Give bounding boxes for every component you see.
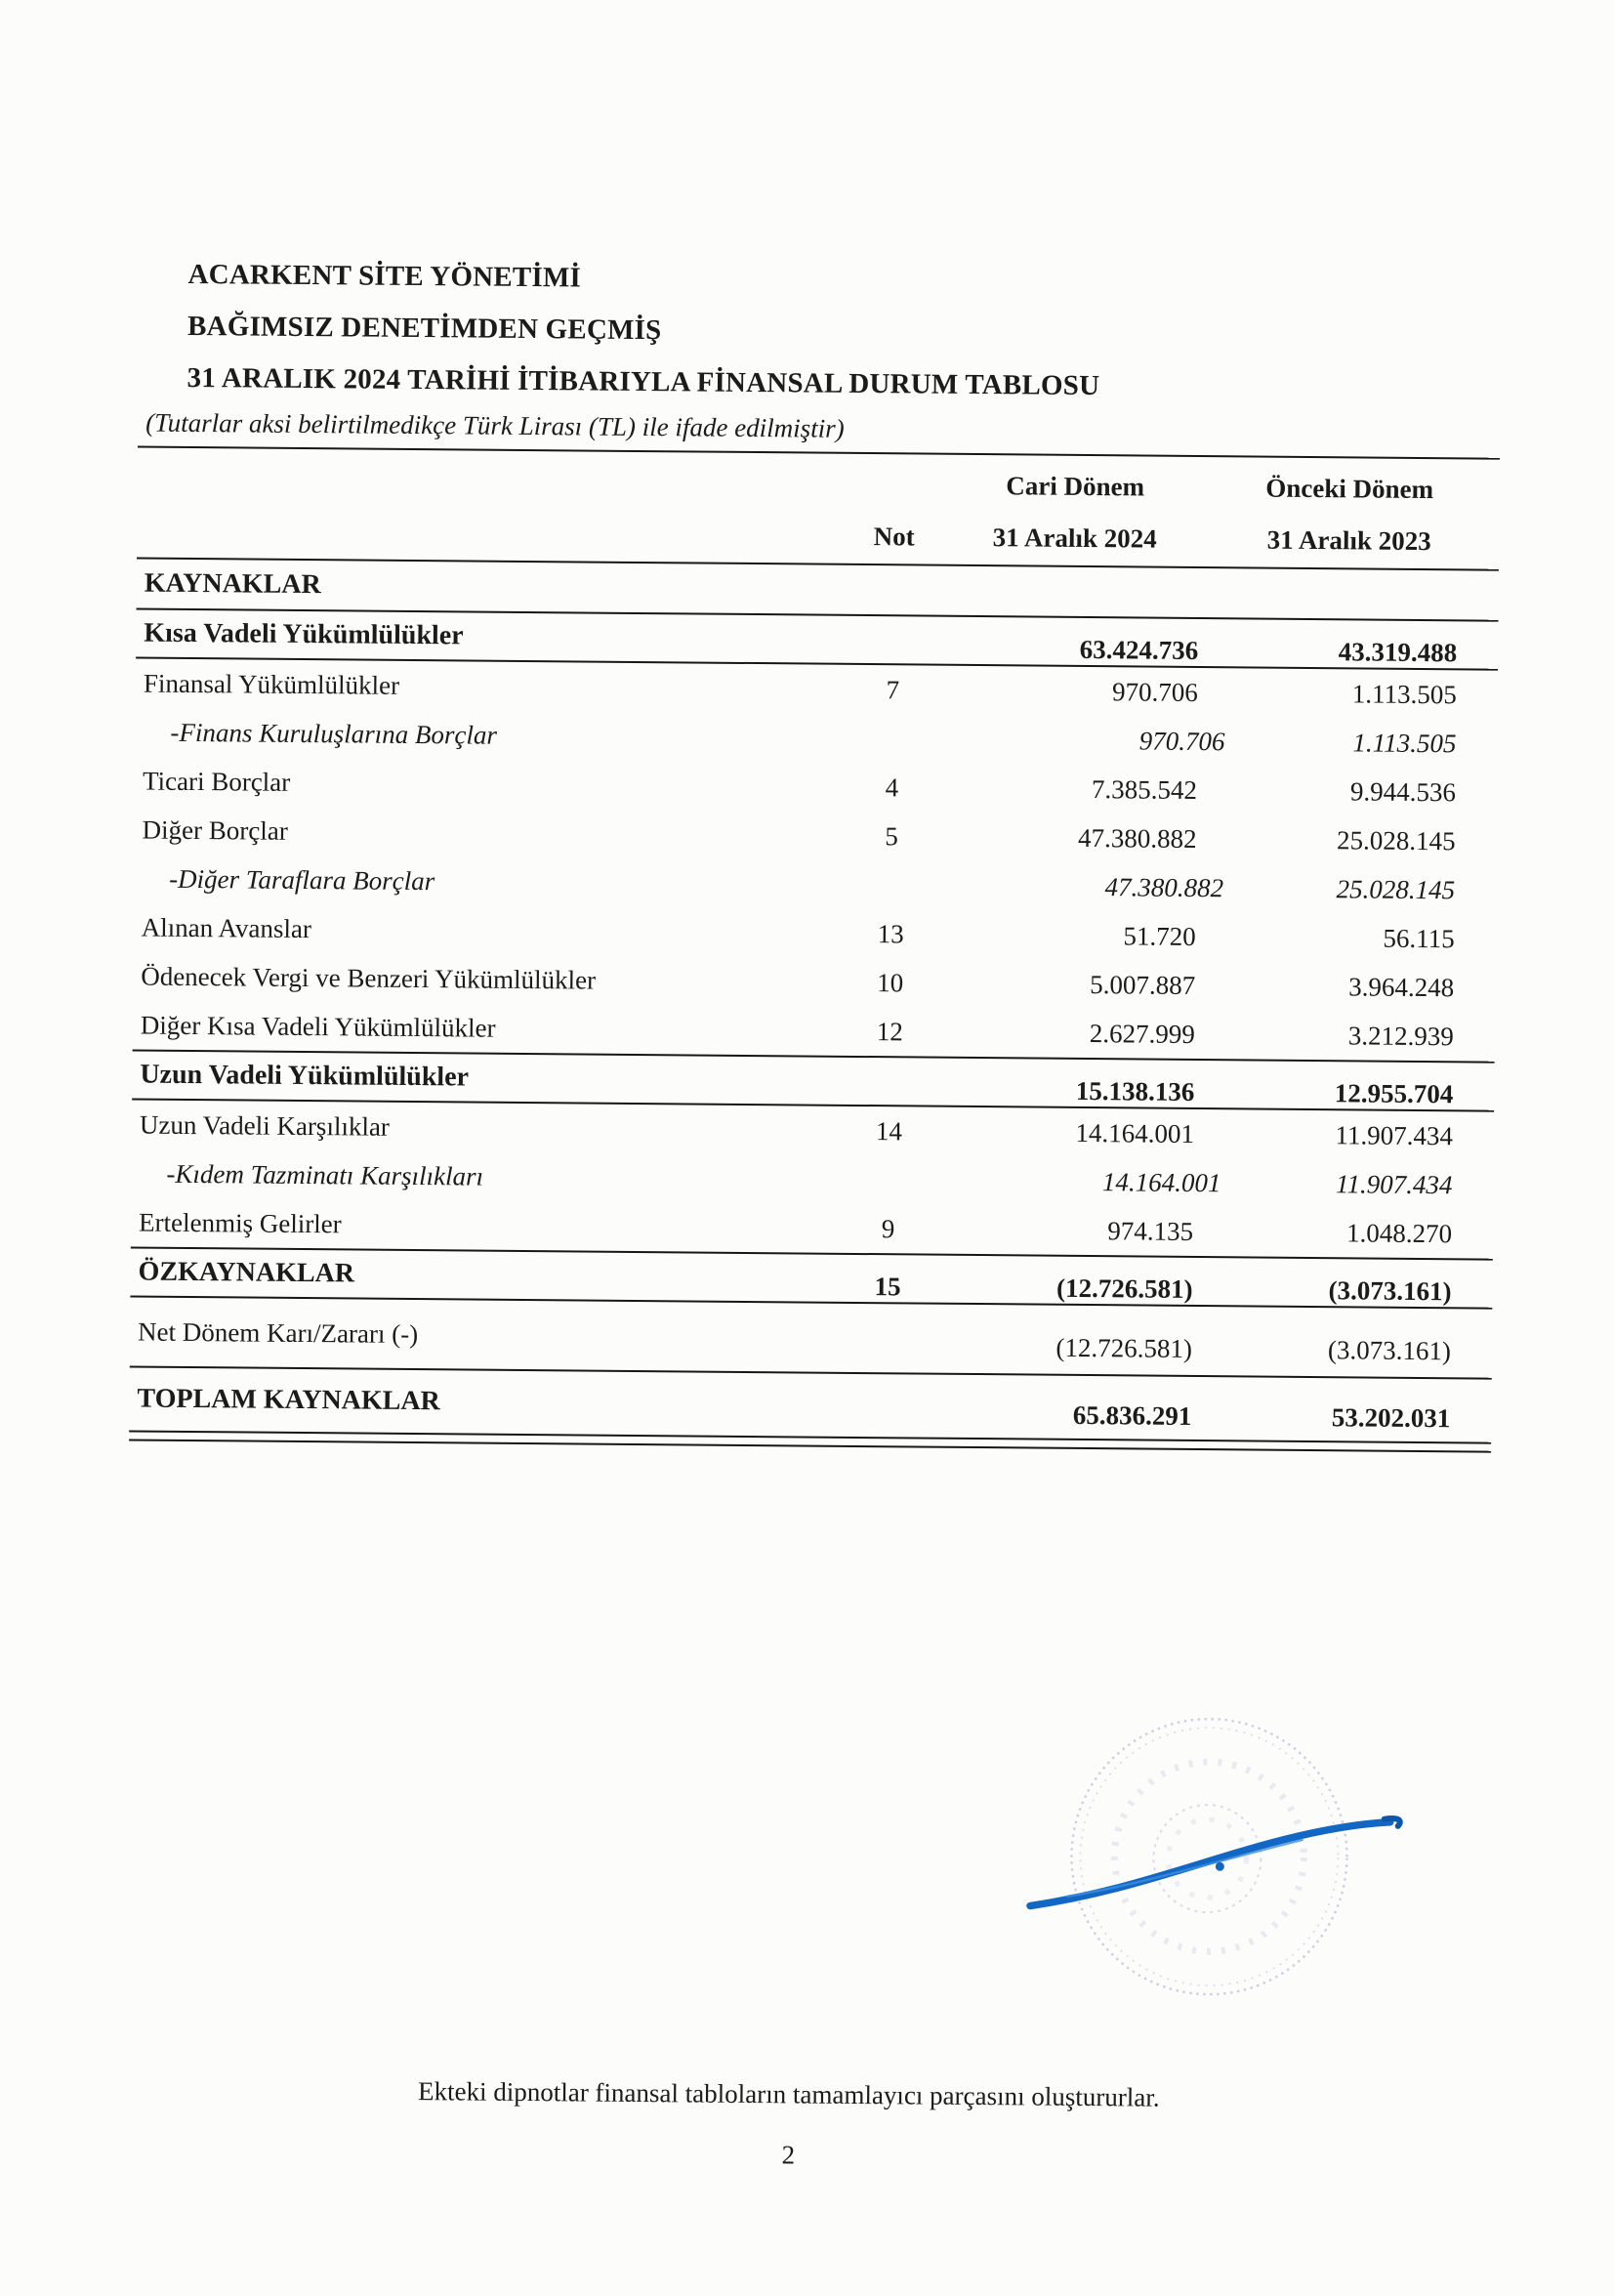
row-label: TOPLAM KAYNAKLAR bbox=[137, 1383, 440, 1417]
section-title: KAYNAKLAR bbox=[144, 567, 321, 601]
row-label: Alınan Avanslar bbox=[141, 912, 312, 943]
col-header-date-2023: 31 Aralık 2023 bbox=[1266, 524, 1431, 556]
row-value-2024: 14.164.001 bbox=[1101, 1166, 1221, 1197]
row-note-ref: 4 bbox=[885, 772, 899, 802]
row-value-2024: 14.164.001 bbox=[1075, 1117, 1195, 1148]
row-value-2024: 7.385.542 bbox=[1091, 773, 1198, 805]
audit-seal bbox=[1008, 1689, 1460, 2029]
row-label: Diğer Borçlar bbox=[142, 814, 288, 846]
row-label: Uzun Vadeli Karşılıklar bbox=[139, 1109, 391, 1142]
row-value-2023: 11.907.434 bbox=[1335, 1119, 1454, 1150]
table-row-total bbox=[129, 1367, 1492, 1441]
row-value-2023: 1.113.505 bbox=[1352, 727, 1457, 758]
row-note-ref bbox=[833, 1089, 945, 1090]
row-value-2024: (12.726.581) bbox=[1055, 1273, 1193, 1304]
row-label: Kısa Vadeli Yükümlülükler bbox=[144, 617, 464, 651]
row-value-2023: 25.028.145 bbox=[1336, 873, 1456, 904]
row-value-2023: 25.028.145 bbox=[1336, 824, 1456, 856]
row-note-ref bbox=[831, 1346, 943, 1347]
row-value-2023: 3.212.939 bbox=[1347, 1020, 1454, 1051]
seal-rings bbox=[1070, 1718, 1347, 1995]
row-value-2024: 5.007.887 bbox=[1090, 969, 1196, 1000]
row-value-2024: 2.627.999 bbox=[1089, 1018, 1195, 1049]
row-label: Ertelenmiş Gelirler bbox=[138, 1207, 342, 1238]
row-note-ref: 9 bbox=[881, 1213, 895, 1243]
row-label: Uzun Vadeli Yükümlülükler bbox=[140, 1059, 470, 1093]
row-note-ref bbox=[859, 1180, 972, 1181]
row-label: -Finans Kuruluşlarına Borçlar bbox=[170, 717, 498, 750]
row-note-ref bbox=[830, 1413, 942, 1414]
row-value-2024: 51.720 bbox=[1123, 920, 1196, 951]
row-label: ÖZKAYNAKLAR bbox=[138, 1256, 355, 1289]
row-note-ref: 5 bbox=[885, 820, 898, 851]
signature-stroke bbox=[1030, 1816, 1400, 1909]
row-note-ref: 15 bbox=[874, 1271, 901, 1301]
statement-sheet bbox=[129, 249, 1502, 1453]
row-label: Diğer Kısa Vadeli Yükümlülükler bbox=[140, 1010, 496, 1043]
audit-status-line: BAĞIMSIZ DENETİMDEN GEÇMİŞ bbox=[186, 310, 662, 347]
row-note-ref: 10 bbox=[877, 967, 904, 997]
row-value-2024: 65.836.291 bbox=[1072, 1399, 1192, 1431]
signature-ink-dot bbox=[1216, 1862, 1224, 1871]
row-value-2023: 1.113.505 bbox=[1351, 678, 1457, 709]
row-note-ref: 7 bbox=[886, 674, 900, 704]
row-value-2023: 11.907.434 bbox=[1335, 1168, 1453, 1199]
row-value-2024: 970.706 bbox=[1138, 725, 1225, 756]
row-value-2023: 56.115 bbox=[1383, 923, 1455, 953]
row-value-2023: 9.944.536 bbox=[1349, 775, 1457, 807]
col-header-note: Not bbox=[873, 521, 915, 551]
row-label: -Diğer Taraflara Borçlar bbox=[169, 863, 435, 896]
row-value-2023: 43.319.488 bbox=[1338, 636, 1458, 667]
row-value-2024: (12.726.581) bbox=[1055, 1332, 1193, 1363]
row-label: Net Dönem Karı/Zararı (-) bbox=[137, 1316, 419, 1349]
row-label: -Kıdem Tazminatı Karşılıkları bbox=[166, 1158, 484, 1191]
page-number: 2 bbox=[781, 2140, 796, 2170]
col-header-date-2024: 31 Aralık 2024 bbox=[992, 522, 1157, 554]
row-value-2023: (3.073.161) bbox=[1327, 1334, 1452, 1365]
col-header-current-period: Cari Dönem bbox=[1006, 470, 1145, 502]
table-row bbox=[130, 1297, 1493, 1379]
row-note-ref bbox=[837, 647, 949, 648]
row-note-ref bbox=[863, 738, 975, 739]
currency-note: (Tutarlar aksi belirtilmedikçe Türk Lirası (TL) ile ifade edilmiştir) bbox=[138, 404, 1500, 460]
row-value-2024: 47.380.882 bbox=[1077, 822, 1197, 854]
row-value-2023: 1.048.270 bbox=[1345, 1217, 1453, 1248]
row-value-2024: 15.138.136 bbox=[1075, 1075, 1195, 1106]
spacer bbox=[138, 479, 839, 484]
row-value-2024: 974.135 bbox=[1107, 1215, 1194, 1246]
statement-title: 31 ARALIK 2024 TARİHİ İTİBARIYLA FİNANSAL DURUM TABLOSU bbox=[186, 361, 1100, 402]
row-note-ref bbox=[862, 885, 974, 886]
spacer bbox=[137, 529, 838, 535]
row-value-2023: 12.955.704 bbox=[1334, 1077, 1454, 1108]
row-value-2024: 970.706 bbox=[1111, 676, 1198, 707]
document-header bbox=[138, 249, 1501, 416]
row-note-ref: 14 bbox=[875, 1115, 903, 1146]
company-name: ACARKENT SİTE YÖNETİMİ bbox=[187, 258, 582, 294]
row-value-2023: (3.073.161) bbox=[1328, 1274, 1452, 1306]
row-value-2023: 53.202.031 bbox=[1331, 1401, 1451, 1433]
spacer bbox=[839, 484, 951, 485]
audit-seal-graphic bbox=[1008, 1689, 1460, 2029]
row-note-ref: 13 bbox=[877, 918, 904, 948]
row-value-2024: 63.424.736 bbox=[1079, 634, 1199, 665]
row-label: Ticari Borçlar bbox=[142, 766, 291, 797]
row-value-2024: 47.380.882 bbox=[1104, 871, 1224, 902]
row-value-2023: 3.964.248 bbox=[1348, 971, 1455, 1002]
footer-note: Ekteki dipnotlar finansal tabloların tamamlayıcı parçasını oluştururlar. bbox=[417, 2076, 1160, 2112]
row-label: Ödenecek Vergi ve Benzeri Yükümlülükler bbox=[141, 961, 597, 995]
row-note-ref: 12 bbox=[876, 1016, 903, 1046]
row-label: Finansal Yükümlülükler bbox=[143, 668, 400, 700]
col-header-previous-period: Önceki Dönem bbox=[1265, 473, 1434, 504]
